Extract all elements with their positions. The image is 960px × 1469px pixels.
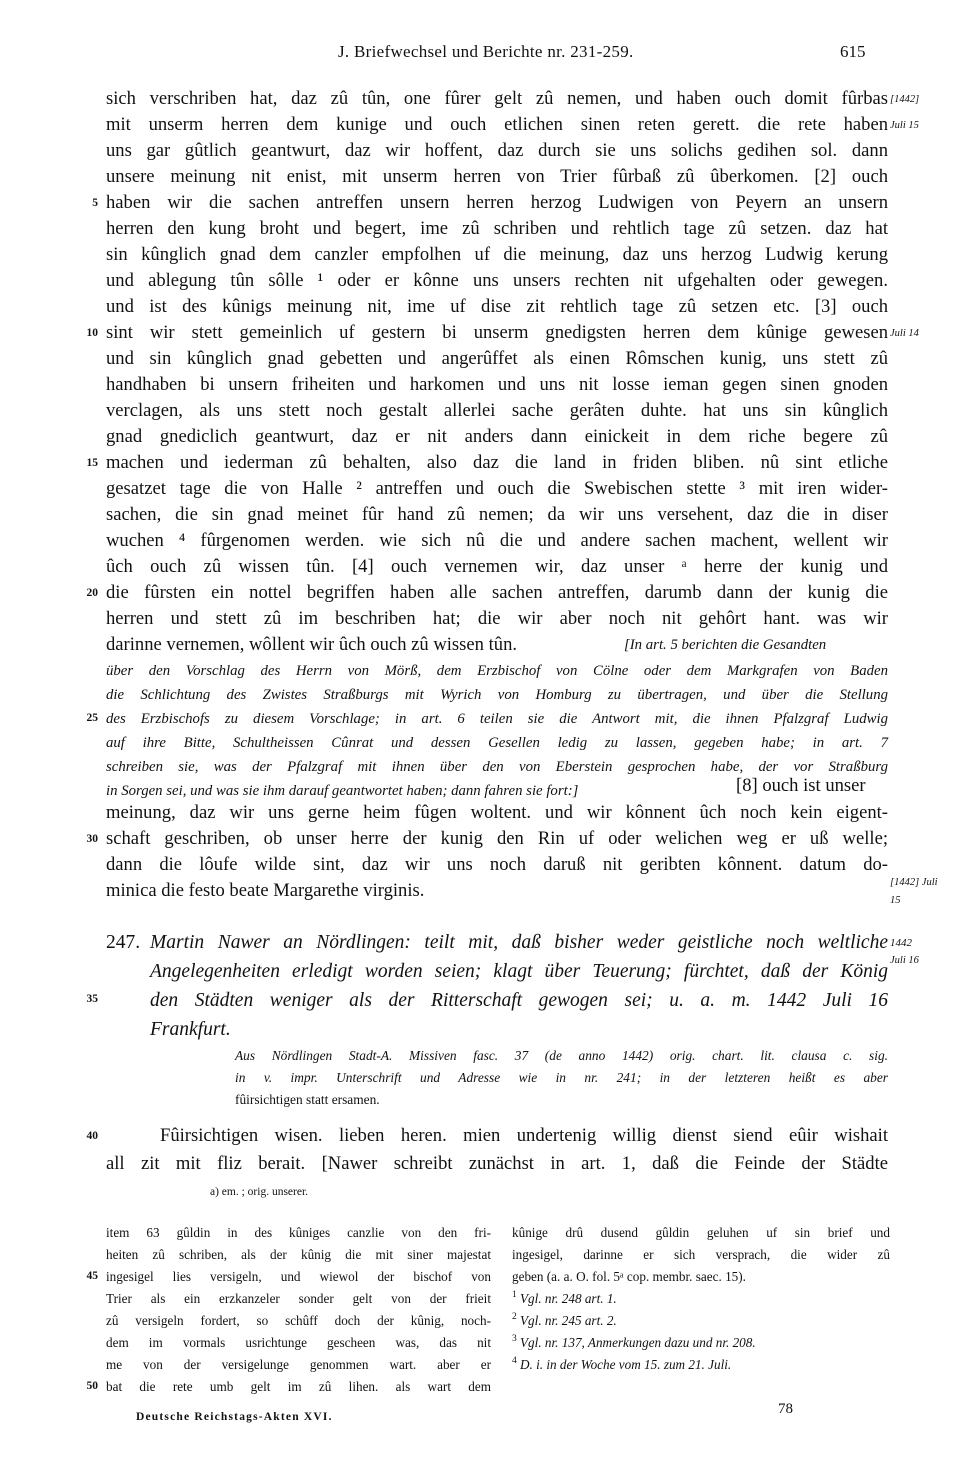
editorial-note-start: [In art. 5 berichten die Gesandten [624, 637, 827, 653]
text-line: haben wir die sachen antreffen unsern herren herzog Ludwigen von Peyern an unsern [106, 192, 888, 213]
footer-signature-number: 78 [778, 1401, 793, 1417]
line-number: 20 [86, 587, 98, 599]
regest-line: Martin Nawer an Nördlingen: teilt mit, daß bisher weder geistliche noch weltliche [150, 932, 888, 953]
footnote-line: ingesigel lies versigeln, und wiewol der bischof von [106, 1269, 491, 1284]
editorial-summary-line: des Erzbischofs zu diesem Vorschlage; in art. 6 teilen sie die Antwort mit, die ihnen Pfalzgraf Ludwig [106, 711, 888, 727]
text-line-continuation: [8] ouch ist unser [736, 775, 866, 796]
text-line: und sin kûnglich gnad gebetten und angerûffet als einen Rômschen kunig, uns stett zû [106, 348, 888, 369]
text-line: die fûrsten ein nottel begriffen haben alle sachen antreffen, darumb dann der kunig die [106, 582, 888, 603]
footnote-line: item 63 gûldin in des kûniges canzlie von den fri- [106, 1225, 491, 1240]
regest-line: Angelegenheiten erledigt worden seien; klagt über Teuerung; fürchtet, daß der König [150, 961, 888, 982]
editorial-summary-line: schreiben sie, was der Pfalzgraf mit ihnen über den von Eberstein gesprochen habe, der vor Straßburg [106, 759, 888, 775]
text-line: machen und iederman zû behalten, also daz die land in friden bliben. nû sint etliche [106, 452, 888, 473]
margin-date: [1442] Juli 15 [890, 877, 938, 906]
regest-number: 247. [106, 932, 141, 953]
editorial-summary-line: in Sorgen sei, und was sie ihm darauf geantwortet haben; dann fahren sie fort:] [106, 783, 579, 799]
running-header [0, 42, 960, 70]
text-line: darinne vernemen, wôllent wir ûch ouch zû wissen tûn. [106, 634, 518, 655]
line-number: 25 [86, 712, 98, 724]
text-line: gesatzet tage die von Halle ² antreffen und ouch die Swebischen stette ³ mit iren wider- [106, 478, 888, 499]
text-line: sin kûnglich gnad dem canzler empfolhen uf die meinung, daz uns herzog Ludwig kerung [106, 244, 888, 265]
text-line: verclagen, als uns stett noch gestalt allerlei sache gerâten duhte. hat uns sin kûnglich [106, 400, 888, 421]
editorial-summary-line: die Schlichtung des Zwistes Straßburgs mit Wyrich von Homburg zu übertragen, und über die Stellung [106, 687, 888, 703]
text-line: sint wir stett gemeinlich uf gestern bi unserm gnedigsten herren dem kûnige gewesen [106, 322, 888, 343]
footnote-line: Trier als ein erzkanzeler sonder gelt von der frieit [106, 1291, 491, 1306]
editorial-summary-line: über den Vorschlag des Herrn von Mörß, dem Erzbischof von Cölne oder dem Markgrafen von Baden [106, 663, 888, 679]
text-line: schaft geschriben, ob unser herre der kunig den Rin uf oder welichen weg er uß welle; [106, 828, 888, 849]
critical-apparatus-note: a) em. ; orig. unserer. [210, 1186, 309, 1198]
footnote-text: Vgl. nr. 245 art. 2. [520, 1313, 617, 1328]
footnote-number: 4 [512, 1356, 517, 1366]
footnote-line: ingesigel, darinne er sich versprach, die wider zû [512, 1247, 890, 1262]
text-line: und ist des kûnigs meinung nit, ime uf dise zit rehtlich tage zû setzen etc. [3] ouch [106, 296, 888, 317]
text-line: unsere meinung nit enist, mit unserm herren von Trier fûrbaß zû ûberkomen. [2] ouch [106, 166, 888, 187]
source-description-line: in v. impr. Unterschrift und Adresse wie in nr. 241; in der letzteren heißt es aber [235, 1070, 888, 1085]
line-number: 10 [86, 327, 98, 339]
footnote-line: me von der versigelunge genommen wart. aber er [106, 1357, 491, 1372]
footnote-line: bat die rete umb gelt im zû lihen. als wart dem [106, 1379, 491, 1394]
text-line: ûch ouch zû wissen tûn. [4] ouch vernemen wir, daz unser ᵃ herre der kunig und [106, 556, 888, 577]
line-number: 35 [86, 993, 98, 1005]
margin-date: [1442] [890, 94, 920, 105]
footnote-text: Vgl. nr. 248 art. 1. [520, 1291, 617, 1306]
page-number: 615 [840, 42, 866, 61]
regest-line: Frankfurt. [150, 1019, 231, 1040]
footnote-line: dem im vormals usrichtunge gescheen was, das nit [106, 1335, 491, 1350]
footnote-number: 2 [512, 1312, 517, 1322]
text-line: und ablegung tûn sôlle ¹ oder er kônne uns unsers rechten nit ufgehalten oder gewegen. [106, 270, 888, 291]
text-line: herren und stett zû im beschriben hat; die wir aber noch nit gehôrt hant. was wir [106, 608, 888, 629]
text-line: wuchen ⁴ fûrgenomen werden. wie sich nû die und andere sachen machent, wellent wir [106, 530, 888, 551]
text-line: gnad gnediclich geantwurt, daz er nit anders dann einickeit in dem riche begere zû [106, 426, 888, 447]
line-number: 50 [86, 1380, 98, 1392]
running-title: J. Briefwechsel und Berichte nr. 231-259. [338, 42, 634, 61]
margin-year: 1442 [890, 937, 912, 949]
letter-text-line: all zit mit fliz berait. [Nawer schreibt zunächst in art. 1, daß die Feinde der Städte [106, 1153, 888, 1174]
footnote-text: Vgl. nr. 137, Anmerkungen dazu und nr. 208. [520, 1335, 756, 1350]
text-line: dann die lôufe wilde sint, daz wir uns noch daruß nit geribten kônnent. datum do- [106, 854, 888, 875]
text-line: mit unserm herren dem kunige und ouch etlichen sinen reten gerett. die rete haben [106, 114, 888, 135]
footnote-line: heiten zû schriben, als der kûnig die mit siner majestat [106, 1247, 491, 1262]
text-line: meinung, daz wir uns gerne heim fûgen woltent. und wir kônnent ûch noch kein eigent- [106, 802, 888, 823]
letter-text-line: Fûirsichtigen wisen. lieben heren. mien undertenig willig dienst siend eûir wishait [160, 1125, 888, 1146]
line-number: 40 [86, 1130, 98, 1142]
editorial-summary-line: auf ihre Bitte, Schultheissen Cûnrat und dessen Gesellen ledig zu lassen, gegeben habe; in art. 7 [106, 735, 888, 751]
source-description-line: fûirsichtigen statt ersamen. [235, 1092, 380, 1107]
text-line: sich verschriben hat, daz zû tûn, one fûrer gelt zû nemen, und haben ouch domit fûrbas [106, 88, 888, 109]
margin-date: Juli 14 [890, 328, 919, 339]
regest-line: den Städten weniger als der Ritterschaft gewogen sei; u. a. m. 1442 Juli 16 [150, 990, 888, 1011]
footnote-number: 1 [512, 1290, 517, 1300]
footnote-text: D. i. in der Woche vom 15. zum 21. Juli. [520, 1357, 732, 1372]
line-number: 15 [86, 457, 98, 469]
footnote-line: zû versigeln fordert, so schûff doch der kûnig, noch- [106, 1313, 491, 1328]
margin-date: Juli 16 [890, 955, 919, 966]
text-line: herren den kung broht und begert, ime zû schriben und rehtlich tage zû setzen. daz hat [106, 218, 888, 239]
footer-series-title: Deutsche Reichstags-Akten XVI. [136, 1411, 333, 1423]
text-line: minica die festo beate Margarethe virginis. [106, 880, 425, 901]
footnote-number: 3 [512, 1334, 517, 1344]
text-line: uns gar gûtlich geantwurt, daz wir hoffent, daz durch sie uns solichs gedihen sol. dann [106, 140, 888, 161]
text-line: handhaben bi unsern friheiten und harkomen und uns nit losse ieman gegen sinen gnoden [106, 374, 888, 395]
margin-date: Juli 15 [890, 120, 919, 131]
footnote-line: kûnige drû dusend gûldin geluhen uf sin brief und [512, 1225, 890, 1240]
line-number: 5 [92, 197, 98, 209]
source-description-line: Aus Nördlingen Stadt-A. Missiven fasc. 37 (de anno 1442) orig. chart. lit. clausa c. sig. [235, 1048, 888, 1063]
footnote-line: geben (a. a. O. fol. 5ᵃ cop. membr. saec. 15). [512, 1269, 746, 1284]
line-number: 30 [86, 833, 98, 845]
line-number: 45 [86, 1270, 98, 1282]
text-line: sachen, die sin gnad meinet fûr hand zû nemen; da wir uns versehent, daz die in diser [106, 504, 888, 525]
